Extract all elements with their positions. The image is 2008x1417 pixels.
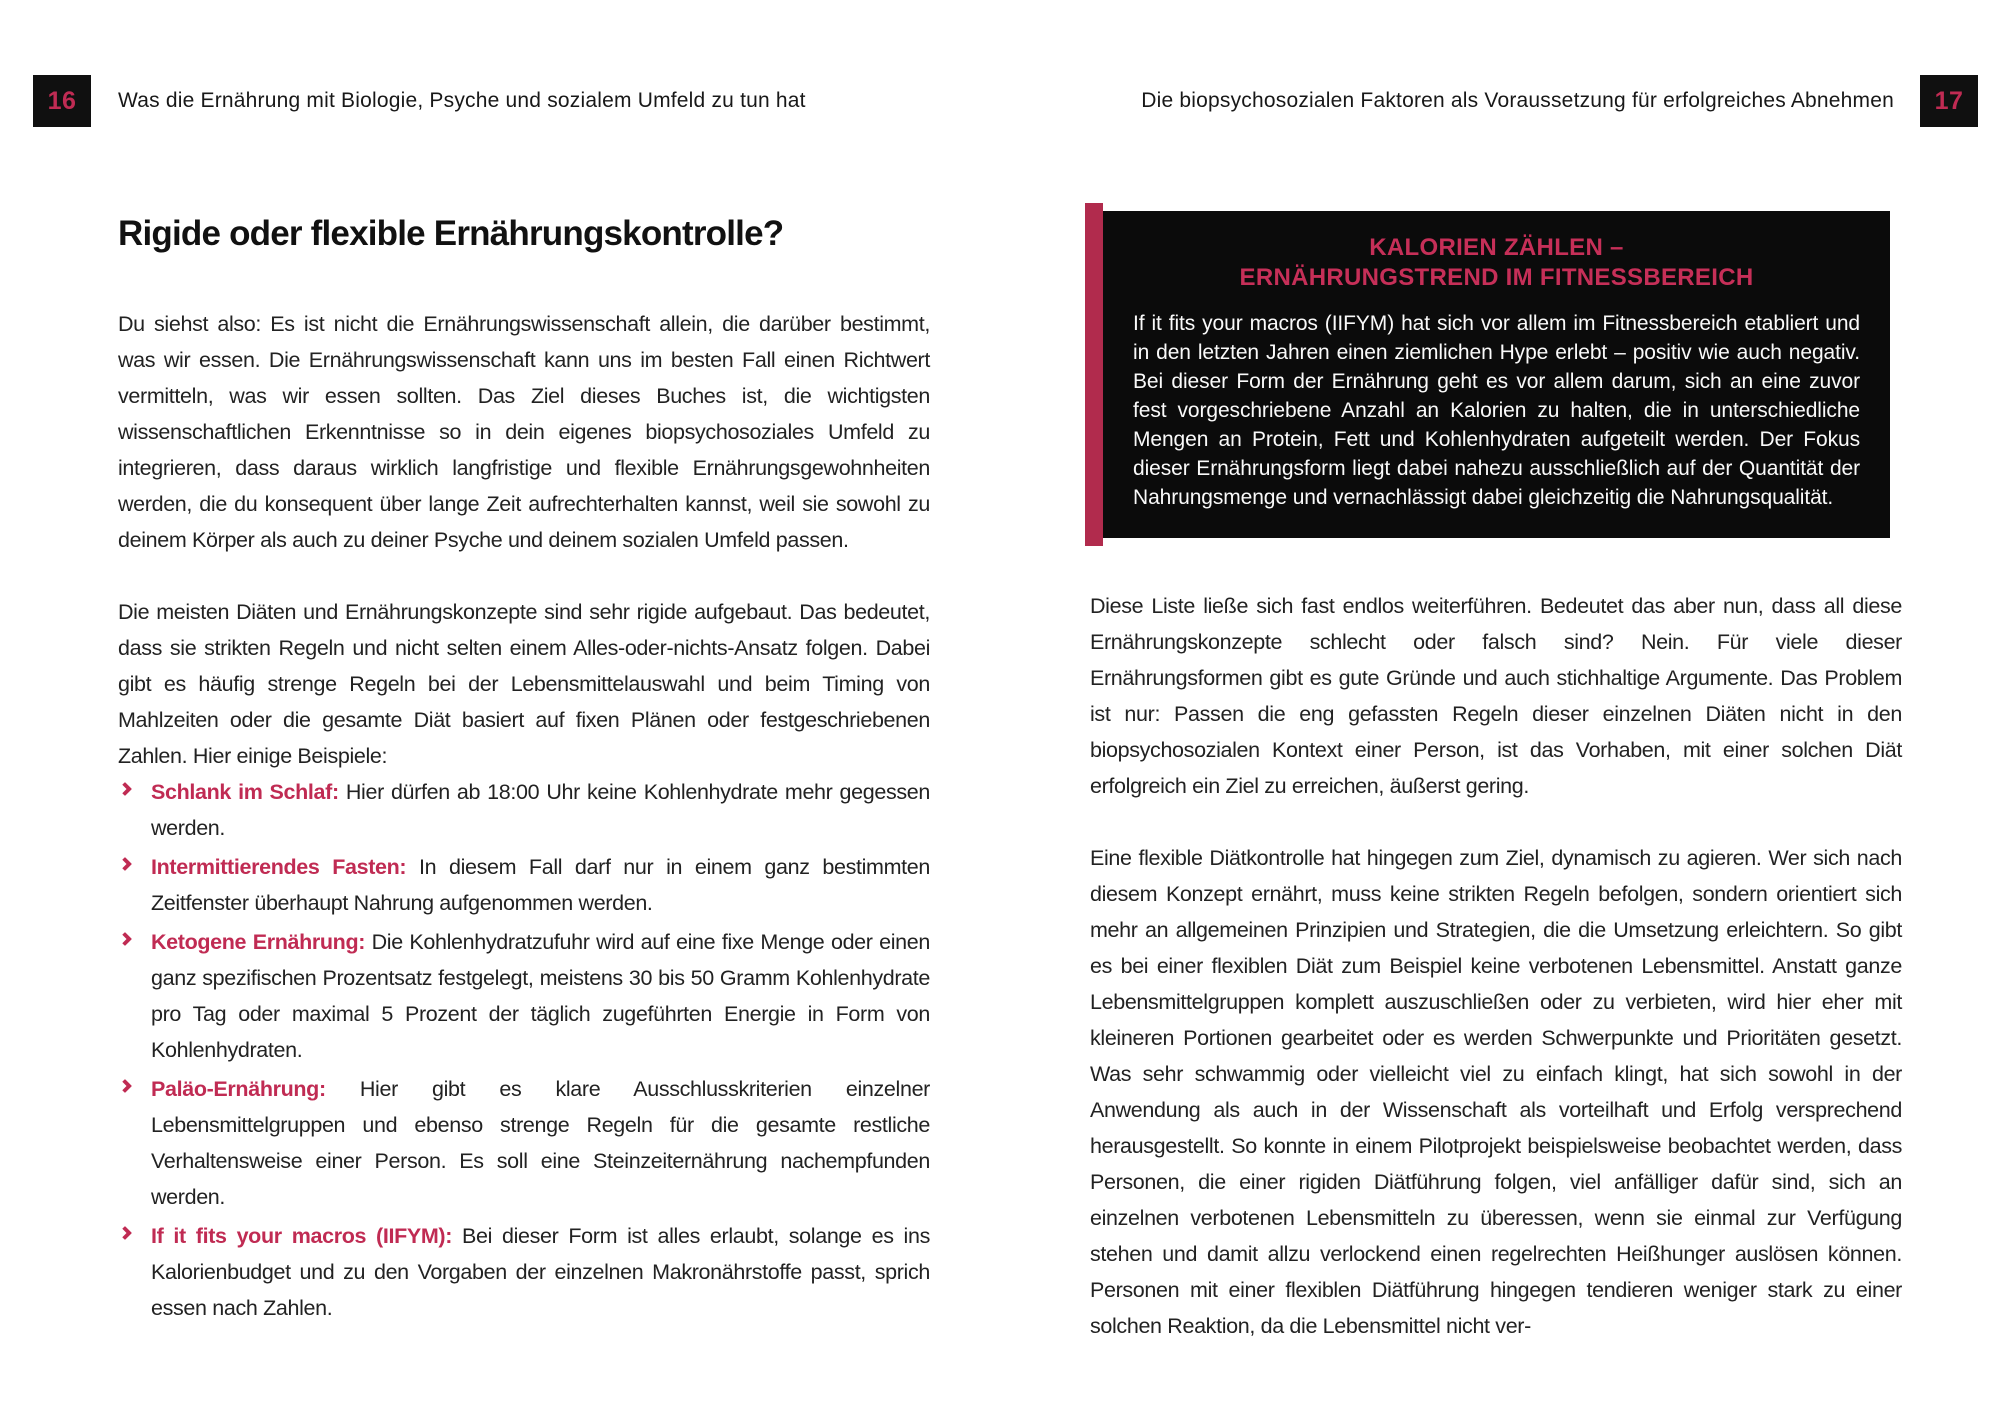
diet-example-lead: Ketogene Ernährung: [151, 930, 366, 954]
callout-box [1103, 211, 1890, 538]
diet-example-item: Ketogene Ernährung: Die Kohlenhydratzufuhr wird auf eine fixe Menge oder einen ganz spezifischen Prozentsatz festgelegt, meistens 30 bis 50 Gramm Kohlenhydrate pro Tag oder maximal 5 Prozent der täglich zugeführten Energie in Form von Kohlenhydraten. [118, 924, 930, 1068]
running-head-right: Die biopsychosozialen Faktoren als Voraussetzung für erfolgreiches Abnehmen [1141, 89, 1894, 112]
chevron-right-icon [118, 782, 132, 796]
callout-accent-bar [1085, 203, 1103, 546]
running-head-left: Was die Ernährung mit Biologie, Psyche und sozialem Umfeld zu tun hat [118, 89, 806, 112]
right-page-column [1090, 211, 1902, 1344]
diet-example-item: Intermittierendes Fasten: In diesem Fall darf nur in einem ganz bestimmten Zeitfenster überhaupt Nahrung aufgenommen werden. [118, 849, 930, 921]
page-number-left: 16 [47, 86, 77, 115]
right-paragraphs [1090, 588, 1902, 1344]
paragraph: Diese Liste ließe sich fast endlos weiterführen. Bedeutet das aber nun, dass all diese Ernährungskonzepte schlecht oder falsch sind? Nein. Für viele dieser Ernährungsformen gibt es gute Gründe und auch stichhaltige Argumente. Das Problem ist nur: Passen die eng gefassten Regeln dieser einzelnen Diäten nicht in den biopsychosozialen Kontext einer Person, ist das Vorhaben, mit einer solchen Diät erfolgreich ein Ziel zu erreichen, äußerst gering. [1090, 594, 1902, 798]
chevron-right-icon [118, 1226, 132, 1240]
left-paragraphs [118, 306, 930, 774]
paragraph: Du siehst also: Es ist nicht die Ernährungswissenschaft allein, die darüber bestimmt, was wir essen. Die Ernährungswissenschaft kann uns im besten Fall einen Richtwert vermitteln, was wir essen sollten. Das Ziel dieses Buches ist, die wichtigsten wissenschaftlichen Erkenntnisse so in dein eigenes biopsychosoziales Umfeld zu integrieren, dass daraus wirklich langfristige und flexible Ernährungsgewohnheiten werden, die du konsequent über lange Zeit aufrechterhalten kannst, weil sie sowohl zu deinem Körper als auch zu deiner Psyche und deinem sozialen Umfeld passen. [118, 312, 930, 552]
diet-example-lead: If it fits your macros (IIFYM): [151, 1224, 453, 1248]
chevron-right-icon [118, 1079, 132, 1093]
callout-title [1133, 233, 1860, 293]
callout-title-line2: ERNÄHRUNGSTREND IM FITNESSBEREICH [1239, 264, 1754, 291]
chevron-right-icon [118, 857, 132, 871]
diet-example-item: Schlank im Schlaf: Hier dürfen ab 18:00 Uhr keine Kohlenhydrate mehr gegessen werden. [118, 774, 930, 846]
callout-body: If it fits your macros (IIFYM) hat sich vor allem im Fitnessbereich etabliert und in den letzten Jahren einen ziemlichen Hype erlebt – positiv wie auch negativ. Bei dieser Form der Ernährung geht es vor allem darum, sich an eine zuvor fest vorgeschriebene Anzahl an Kalorien zu halten, die in unterschiedliche Mengen an Protein, Fett und Kohlenhydraten aufgeteilt werden. Der Fokus dieser Ernährungsform liegt dabei nahezu ausschließlich auf der Quantität der Nahrungsmenge und vernachlässigt dabei gleichzeitig die Nahrungsqualität. [1133, 312, 1860, 509]
diet-examples-list [118, 774, 930, 1326]
diet-example-item: If it fits your macros (IIFYM): Bei dieser Form ist alles erlaubt, solange es ins Kalorienbudget und zu den Vorgaben der einzelnen Makronährstoffe passt, sprich essen nach Zahlen. [118, 1218, 930, 1326]
left-page-column [118, 212, 930, 1329]
section-title: Rigide oder flexible Ernährungskontrolle? [118, 214, 784, 253]
paragraph: Eine flexible Diätkontrolle hat hingegen zum Ziel, dynamisch zu agieren. Wer sich nach diesem Konzept ernährt, muss keine strikten Regeln befolgen, sondern orientiert sich mehr an allgemeinen Prinzipien und Strategien, die die Umsetzung erleichtern. So gibt es bei einer flexiblen Diät zum Beispiel keine verbotenen Lebensmittel. Anstatt ganze Lebensmittelgruppen komplett auszuschließen oder zu verbieten, wird hier eher mit kleineren Portionen gearbeitet oder es werden Schwerpunkte und Prioritäten gesetzt. Was sehr schwammig oder vielleicht viel zu einfach klingt, hat sich sowohl in der Anwendung als auch in der Wissenschaft als vorteilhaft und Erfolg versprechend herausgestellt. So konnte in einem Pilotprojekt beispielsweise beobachtet werden, dass Personen, die einer rigiden Diätführung folgen, viel anfälliger dafür sind, sich an einzelnen verbotenen Lebensmitteln zu überessen, wenn sie einmal zur Verfügung stehen und damit allzu verlockend einen regelrechten Heißhunger auslösen können. Personen mit einer flexiblen Diätführung hingegen tendieren weniger stark zu einer solchen Reaktion, da die Lebensmittel nicht ver- [1090, 846, 1902, 1338]
diet-example-lead: Intermittierendes Fasten: [151, 855, 407, 879]
page-number-right: 17 [1934, 86, 1964, 115]
diet-example-lead: Paläo-Ernährung: [151, 1077, 326, 1101]
callout-title-line1: KALORIEN ZÄHLEN – [1369, 234, 1624, 261]
diet-example-lead: Schlank im Schlaf: [151, 780, 339, 804]
page-number-box-right [1920, 75, 1978, 127]
chevron-right-icon [118, 932, 132, 946]
page-number-box-left [33, 75, 91, 127]
diet-example-item: Paläo-Ernährung: Hier gibt es klare Ausschlusskriterien einzelner Lebensmittelgruppen und ebenso strenge Regeln für die gesamte restliche Verhaltensweise einer Person. Es soll eine Steinzeiternährung nachempfunden werden. [118, 1071, 930, 1215]
paragraph: Die meisten Diäten und Ernährungskonzepte sind sehr rigide aufgebaut. Das bedeutet, dass sie strikten Regeln und nicht selten einem Alles-oder-nichts-Ansatz folgen. Dabei gibt es häufig strenge Regeln bei der Lebensmittelauswahl und beim Timing von Mahlzeiten oder die gesamte Diät basiert auf fixen Plänen oder festgeschriebenen Zahlen. Hier einige Beispiele: [118, 600, 930, 768]
